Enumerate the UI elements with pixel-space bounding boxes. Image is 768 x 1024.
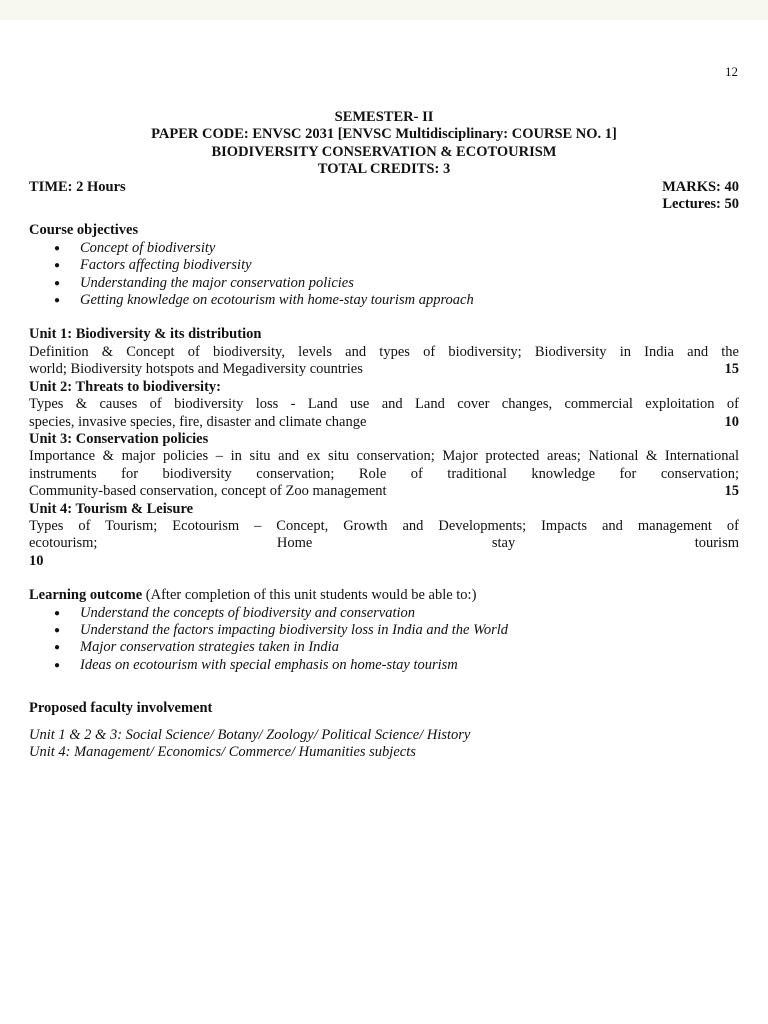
unit-heading: Unit 3: Conservation policies — [29, 430, 209, 447]
unit-marks: 10 — [29, 552, 44, 569]
list-item: ● Understand the factors impacting biodiversity loss in India and the World — [29, 622, 739, 639]
time-marks-row — [29, 179, 739, 196]
objectives-heading: Course objectives — [29, 222, 139, 239]
unit-heading: Unit 4: Tourism & Leisure — [29, 500, 194, 517]
page-number: 12 — [725, 64, 738, 79]
time-label: TIME: 2 Hours — [29, 178, 126, 195]
unit-body: Types of Tourism; Ecotourism – Concept, Growth and Developments; Impacts and management of — [29, 517, 739, 534]
unit-text: ecotourism; Home stay tourism — [29, 535, 739, 552]
document-body — [29, 109, 739, 761]
faculty-line: Unit 1 & 2 & 3: Social Science/ Botany/ Zoology/ Political Science/ History — [29, 726, 471, 743]
paper-code: PAPER CODE: ENVSC 2031 [ENVSC Multidisciplinary: COURSE NO. 1] — [151, 126, 617, 143]
unit-last-line — [29, 414, 739, 431]
unit-4 — [29, 501, 739, 571]
list-item: ● Concept of biodiversity — [29, 240, 739, 257]
unit-marks: 15 — [724, 361, 739, 378]
unit-body: Definition & Concept of biodiversity, levels and types of biodiversity; Biodiversity in India and the — [29, 343, 739, 360]
unit-heading: Unit 2: Threats to biodiversity: — [29, 378, 221, 395]
unit-text: world; Biodiversity hotspots and Megadiversity countries — [29, 361, 363, 378]
unit-last-line — [29, 483, 739, 500]
objectives-list — [29, 240, 739, 310]
unit-last-line — [29, 361, 739, 378]
list-item: ● Factors affecting biodiversity — [29, 257, 739, 274]
course-title: BIODIVERSITY CONSERVATION & ECOTOURISM — [211, 143, 557, 160]
faculty-line: Unit 4: Management/ Economics/ Commerce/ Humanities subjects — [29, 744, 416, 760]
unit-3 — [29, 431, 739, 501]
outcome-list — [29, 605, 739, 675]
unit-2 — [29, 379, 739, 431]
list-item: ● Getting knowledge on ecotourism with home-stay tourism approach — [29, 292, 739, 309]
outcome-heading-line — [29, 587, 739, 604]
unit-text: Community-based conservation, concept of Zoo management — [29, 483, 387, 500]
marks-label: MARKS: 40 — [662, 178, 739, 195]
unit-body: Importance & major policies – in situ and ex situ conservation; Major protected areas; National & International instruments for biodiversity conservation; Role of traditional knowledge for conservation; — [29, 448, 739, 482]
faculty-heading: Proposed faculty involvement — [29, 700, 213, 717]
total-credits: TOTAL CREDITS: 3 — [317, 161, 451, 178]
semester-heading: SEMESTER- II — [334, 109, 434, 125]
lectures-label: Lectures: 50 — [662, 196, 739, 213]
unit-heading: Unit 1: Biodiversity & its distribution — [29, 326, 262, 343]
unit-marks: 10 — [724, 413, 739, 430]
list-item: ● Understanding the major conservation policies — [29, 275, 739, 292]
outcome-note: (After completion of this unit students would be able to:) — [142, 587, 477, 604]
list-item: ● Major conservation strategies taken in India — [29, 639, 739, 656]
list-item: ● Understand the concepts of biodiversity and conservation — [29, 605, 739, 622]
unit-marks: 15 — [724, 483, 739, 500]
top-bar — [0, 0, 768, 20]
unit-1 — [29, 326, 739, 378]
list-item: ● Ideas on ecotourism with special emphasis on home-stay tourism — [29, 657, 739, 674]
unit-text: species, invasive species, fire, disaster and climate change — [29, 413, 367, 430]
outcome-heading: Learning outcome — [29, 587, 143, 604]
unit-body: Types & causes of biodiversity loss - Land use and Land cover changes, commercial exploitation of — [29, 396, 739, 413]
